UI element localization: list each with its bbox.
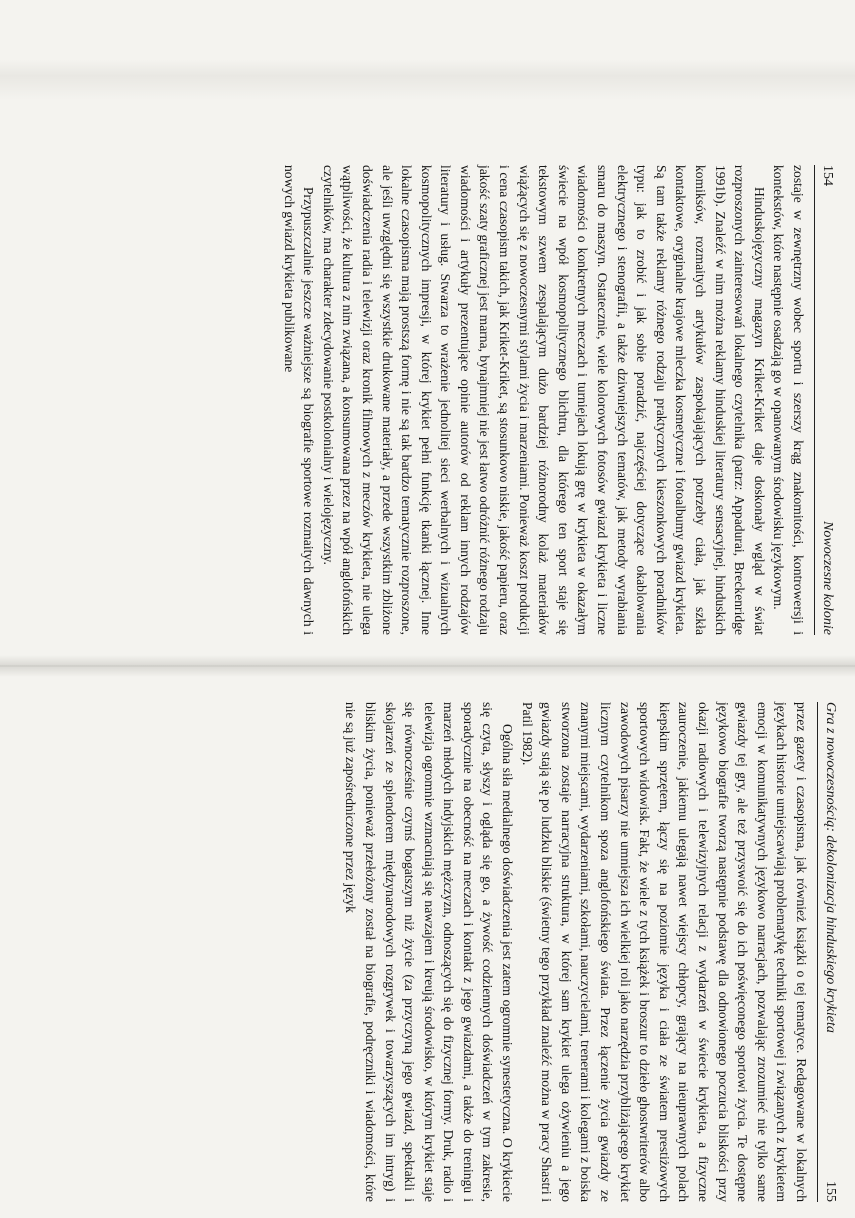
page-number: 154 — [820, 165, 835, 186]
paragraph: Ogólna siła medialnego doświadczenia jest zatem ogromnie synestetyczna. O krykiecie się czyta, słyszy i ogląda się go, a żywość codziennych doświadczeń w tym zakresie, sporadycznie na obecność na meczach i kontakt z jego gwiazdami, a także do treningu i marzeń młodych indyjskich mężczyzn, odnoszących się do fizycznej formy. Druk, radio i telewizja ogromnie wzmacniają się nawzajem i kreują środowisko, w którym krykiet staje się równocześnie czymś bogatszym niż życie (za przyczyną jego gwiazd, spektakli i skojarzeń ze splendorem międzynarodowych rozgrywek i towarzyszących im intryg) i bliskim życia, ponieważ przełożony został na biografie, podręczniki i wiadomości, które nie są już zapośredniczone przez język — [343, 702, 516, 1202]
paragraph: zostaje w zewnętrzny wobec sportu i szerszy krąg znakomitości, kontrowersji i kontekstów, które następnie osadzają go w opanowanym środowisku językowym. — [771, 165, 806, 635]
running-title: Nowoczesne kolonie — [820, 521, 835, 635]
page-154 — [60, 165, 835, 635]
paragraph: Hinduskojęzyczny magazyn Kriket-Kriket daje doskonały wgląd w świat rozproszonych zainteresowań lokalnego czytelnika (patrz: Appadurai, Breckenridge 1991b). Znaleźć w nim można reklamy hinduskiej literatury sensacyjnej, hinduskich komiksów, rozmaitych artykułów zaspokajających potrzeby ciała, jak szkła kontaktowe, oryginalne krajowe mleczka kosmetyczne i fotoalbumy gwiazd krykieta. Są tam także reklamy różnego rodzaju praktycznych kieszonkowych poradników typu: jak to zrobić i jak sobie poradzić, najczęściej dotyczące okablowania elektrycznego i stenografii, a także dziwniejszych tematów, jak metody wyrabiania smaru do maszyn. Ostatecznie, wiele kolorowych fotosów gwiazd krykieta i liczne wiadomości o konkretnych meczach i turniejach lokują grę w krykieta w okazałym świecie na wpół kosmopolitycznego blichtru, dla którego ten sport staje się tekstowym szwem zespalającym dużo bardziej różnorodny kolaż materiałów wiążących się z nowoczesnymi stylami życia i marzeniami. Ponieważ koszt produkcji i cena czasopism takich, jak Kriket-Kriket, są stosunkowo niskie, jakość papieru, oraz jakość szaty graficznej jest marna, bynajmniej nie jest łatwo odróżnić różnego rodzaju wiadomości i artykuły prezentujące opinie autorów od reklam innych rodzajów literatury i usług. Stwarza to wrażenie jednolitej sieci werbalnych i wizualnych kosmopolitycznych impresji, w której krykiet pełni funkcję tkanki łącznej. Inne lokalne czasopisma mają prostszą formę i nie są tak bardzo tematycznie rozproszone, ale jeśli uwzględni się wszystkie drukowane materiały, a przede wszystkim zbliżone doświadczenia radia i telewizji oraz kronik filmowych z meczów krykieta, nie ulega wątpliwości, że kultura z nim związana, a konsumowana przez na wpół anglofońskich czytelników, ma charakter zdecydowanie postkolonialny i wielojęzyczny. — [320, 165, 767, 635]
page-body — [341, 702, 811, 1202]
paragraph: Przypuszczalnie jeszcze ważniejsze są biografie sportowe rozmaitych dawnych i nowych gwiazd krykieta publikowane — [281, 165, 317, 635]
paragraph: przez gazety i czasopisma, jak również książki o tej tematyce. Redagowane w lokalnych językach historie umiejscawiają problematykę techniki sportowej i związanych z krykietem emocji w komunikatywnych językowo narracjach, pozwalając zrozumieć nie tylko same gwiazdy tej gry, ale też przyswoić się do ich poświęconego sportowi życia. Te dostępne językowo biografie tworzą następnie podstawę dla odnowionego poczucia bliskości przy okazji radiowych i telewizyjnych relacji z wydarzeń w świecie krykieta, a fizyczne zauroczenie, jakiemu ulegają nawet wiejscy chłopcy, grający na nieuprawnych polach kiepskim sprzętem, łączy się na poziomie języka i ciała ze światem prestiżowych sportowych widowisk. Fakt, że wiele z tych książek i broszur to dzieło ghostwriterów albo zawodowych pisarzy nie umniejsza ich wielkiej roli jako narzędzia przybliżającego krykiet licznym czytelnikom spoza anglofońskiego świata. Przez łączenie życia gwiazdy ze znanymi miejscami, wydarzeniami, szkołami, nauczycielami, trenerami i kolegami z boiska stworzona zostaje narracyjna struktura, w której sam krykiet ulega ożywieniu a jego gwiazdy stają się po ludzku bliskie (świetny tego przykład znaleźć można w pracy Shastri i Patil 1982). — [519, 702, 809, 1202]
scan-edge — [0, 60, 855, 100]
running-title: Gra z nowoczesnością: dekolonizacja hinduskiego krykieta — [823, 702, 838, 1033]
page-body — [279, 165, 808, 635]
page-header — [817, 702, 838, 1202]
page-number: 155 — [823, 1181, 838, 1202]
book-gutter — [0, 655, 855, 677]
page-155 — [48, 702, 838, 1202]
page-header — [814, 165, 835, 635]
